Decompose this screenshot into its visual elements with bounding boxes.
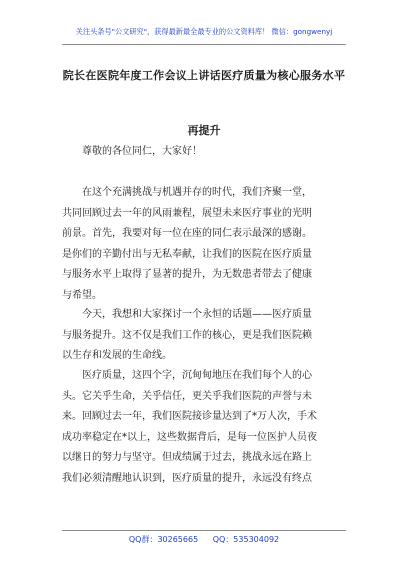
paragraph-line: 我们必须清醒地认识到，医疗质量的提升，永远没有终点 xyxy=(62,472,312,484)
greeting xyxy=(62,142,346,163)
header-divider xyxy=(62,44,346,45)
footer-contact xyxy=(0,534,408,545)
paragraph-line: 头。它关乎生命，关乎信任，更关乎我们医院的声誉与未 xyxy=(62,390,312,402)
paragraph-line: 来。回顾过去一年，我们医院接诊量达到了*万人次，手术 xyxy=(62,411,317,422)
paragraph-line: 今天，我想和大家探讨一个永恒的话题——医疗质量 xyxy=(82,309,312,320)
paragraph-line: 共同回顾过去一年的风雨兼程，展望未来医疗事业的光明 xyxy=(62,207,312,219)
paragraph-line: 与希望。 xyxy=(62,289,102,301)
paragraph-line: 与服务提升。这不仅是我们工作的核心，更是我们医院赖 xyxy=(62,329,312,341)
footer-divider xyxy=(62,530,346,531)
paragraph-line: 医疗质量，这四个字，沉甸甸地压在我们每个人的心 xyxy=(82,370,312,381)
footer-qq-group[interactable]: QQ群：30265665 xyxy=(128,535,199,544)
paragraph-line: 在这个充满挑战与机遇并存的时代，我们齐聚一堂， xyxy=(82,187,312,198)
paragraph-1 xyxy=(62,183,346,306)
paragraph-2 xyxy=(62,305,346,367)
document-title-line1: 院长在医院年度工作会议上讲话医疗质量为核心服务水平 xyxy=(62,69,346,82)
paragraph-3 xyxy=(62,366,346,489)
paragraph-line: 以生存和发展的生命线。 xyxy=(62,350,172,361)
document-title-line2: 再提升 xyxy=(187,124,221,137)
paragraph-line: 以继日的努力与坚守。但成绩属于过去，挑战永远在路上 xyxy=(62,452,312,463)
paragraph-line: 与服务水平上取得了显著的提升，为无数患者带去了健康 xyxy=(62,269,312,280)
paragraph-line: 成功率稳定在*以上，这些数据背后，是每一位医护人员夜 xyxy=(62,431,317,443)
paragraph-line: 前景。首先，我要对每一位在座的同仁表示最深的感谢。 xyxy=(62,228,312,239)
paragraph-line: 是你们的辛勤付出与无私奉献，让我们的医院在医疗质量 xyxy=(62,248,312,260)
greeting-line: 尊敬的各位同仁，大家好！ xyxy=(82,146,202,157)
header-banner[interactable]: 关注头条号"公文研究"，获得最新最全最专业的公文资料库！ 微信：gongwenyj xyxy=(75,27,333,36)
footer-qq[interactable]: QQ：535304092 xyxy=(212,535,280,544)
